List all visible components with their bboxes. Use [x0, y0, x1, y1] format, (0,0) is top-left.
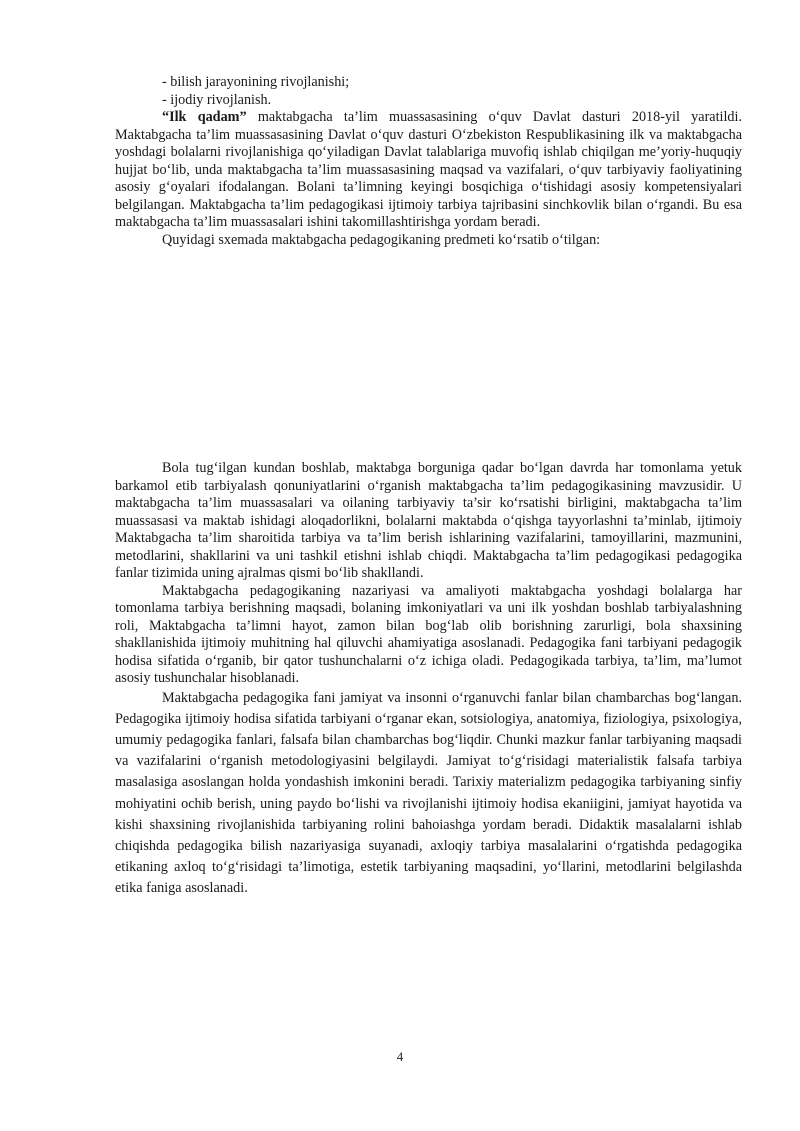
list-item-cognitive-development: - bilish jarayonining rivojlanishi; [162, 74, 350, 90]
program-name: “Ilk qadam” [162, 109, 247, 125]
body-paragraph-2: Maktabgacha pedagogikaning nazariyasi va amaliyoti maktabgacha yoshdagi bolalarga har tomonlama tarbiya berishning maqsadi, bolaning imkoniyatlari va uni ilk yoshdan boshlab tarbiyalashning roli, Maktabgacha ta’limni hayot, zamon bilan bog‘lab olib borishning zarurligi, bola shaxsining shakllanishida ijtimoiy muhitning hal qiluvchi ahamiyatiga asoslanadi. Pedagogika fani tarbiyani pedagogik hodisa sifatida o‘rganib, bir qator tushunchalarni o‘z ichiga oladi. Pedagogikada tarbiya, ta’lim, ma’lumot asosiy tushunchalar hisoblanadi. [115, 582, 742, 686]
intro-paragraph [115, 109, 742, 232]
intro-text: maktabgacha ta’lim muassasasining o‘quv Davlat dasturi 2018-yil yaratildi. Maktabgacha ta’lim muassasasining Davlat o‘quv dasturi O‘zbekiston Respublikasining ilk va maktabgacha yoshdagi bolalarni rivojlanishiga qo‘yiladigan Davlat talablariga muvofiq ishlab chiqilgan me’yoriy-huquqiy hujjat bo‘lib, unda maktabgacha ta’lim muassasasining maqsad va vazifalari, o‘quv tarbiyaviy faoliyatining asosiy g‘oyalari ifodalangan. Bolani ta’limning keyingi bosqichiga o‘tishidagi asosiy kompetensiyalari belgilangan. Maktabgacha ta’lim pedagogikasi ijtimoiy tarbiya tajribasini sinchkovlik bilan o‘rgandi. Bu esa maktabgacha ta’lim muassasalari ishini takomillashtirishga yordam beradi. [115, 109, 742, 230]
page-number: 4 [396, 1049, 404, 1064]
body-paragraph-1: Bola tug‘ilgan kundan boshlab, maktabga borguniga qadar bo‘lgan davrda har tomonlama yetuk barkamol etib tarbiyalash qonuniyatlarini o‘rganish maktabgacha ta’lim pedagogikasining mavzusidir. U maktabgacha ta’lim muassasalari va oilaning tarbiyaviy ta’sir ko‘rsatishi birligini, maktabgacha ta’lim muassasasi va maktab ishidagi aloqadorlikni, bolalarni maktabda o‘qishga tayyorlashni ta’minlab, ijtimoiy Maktabgacha ta’lim sharoitida tarbiya va ta’lim berish ishlarining vazifalarini, tamoyillarini, mazmunini, metodlarini, shakllarini va uni tashkil etishni ishlab chiqdi. Maktabgacha ta’lim pedagogikasi pedagogika fanlar tizimida uning ajralmas qismi bo‘lib shakllandi. [115, 460, 742, 581]
document-page [115, 74, 742, 900]
scheme-intro-paragraph: Quyidagi sxemada maktabgacha pedagogikaning predmeti ko‘rsatib o‘tilgan: [162, 231, 601, 248]
list-item-creative-development: - ijodiy rivojlanish. [162, 91, 272, 108]
body-paragraph-3: Maktabgacha pedagogika fani jamiyat va insonni o‘rganuvchi fanlar bilan chambarchas bog‘langan. Pedagogika ijtimoiy hodisa sifatida tarbiyani o‘rganar ekan, sotsiologiya, anatomiya, fiziologiya, psixologiya, umumiy pedagogika fanlari, falsafa bilan chambarchas bog‘liqdir. Chunki mazkur fanlar tarbiyaning maqsadi va vazifalarini o‘rganish metodologiyasini belgilaydi. Jamiyat to‘g‘risidagi materialistik falsafa tarbiya masalasiga asoslangan holda yondashish imkonini beradi. Tarixiy materializm pedagogika tarbiyaning sinfiy mohiyatini ochib berish, uning paydo bo‘lishi va rivojlanishi ijtimoiy hodisa ekaniigini, jamiyat hayotida va kishi shaxsining rivojlanishida tarbiyaning rolini bahoiashga yordam beradi. Didaktik masalalarni ishlab chiqishda pedagogika bilish nazariyasiga suyanadi, axloqiy tarbiya masalalarini o‘rgatishda pedagogika etikaning axloq to‘g‘risidagi ta’limotiga, estetik tarbiyaning maqsadini, yo‘llarini, metodlarini belgilashda etika faniga asoslanadi. [115, 689, 742, 897]
scheme-figure-placeholder [115, 249, 742, 460]
